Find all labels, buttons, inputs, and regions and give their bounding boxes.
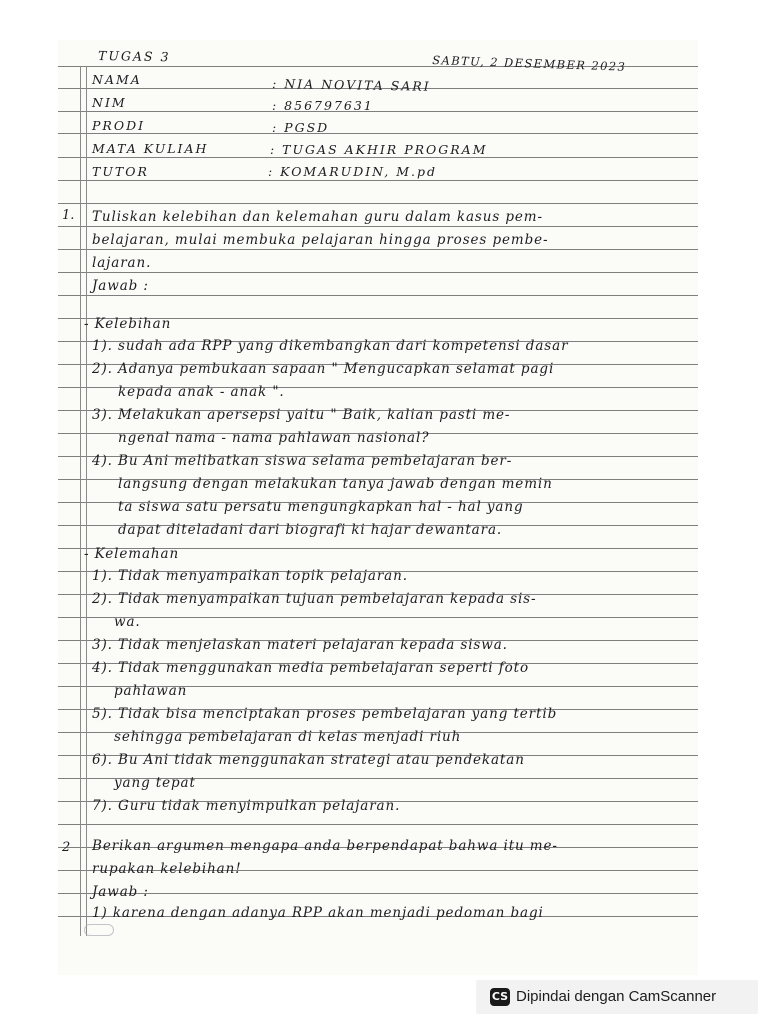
strength-line: 1). sudah ada RPP yang dikembangkan dari kompetensi dasar xyxy=(92,338,569,354)
weakness-line: 1). Tidak menyampaikan topik pelajaran. xyxy=(92,568,408,584)
identity-value-prodi: : PGSD xyxy=(272,120,330,135)
strength-line: langsung dengan melakukan tanya jawab dengan memin xyxy=(118,476,553,492)
question-1-line: belajaran, mulai membuka pelajaran hingga proses pembe- xyxy=(92,232,549,248)
answer-line: 1) karena dengan adanya RPP akan menjadi pedoman bagi xyxy=(92,905,544,921)
identity-label-nim: NIM xyxy=(92,95,127,110)
strength-line: ta siswa satu persatu mengungkapkan hal - hal yang xyxy=(118,499,524,515)
ruled-line xyxy=(58,249,698,250)
question-2-line: rupakan kelebihan! xyxy=(92,861,242,877)
weaknesses-heading: - Kelemahan xyxy=(84,546,180,562)
answer-label: Jawab : xyxy=(92,278,149,294)
ruled-line xyxy=(58,617,698,618)
ruled-line xyxy=(58,180,698,181)
strength-line: 3). Melakukan apersepsi yaitu " Baik, kalian pasti me- xyxy=(92,407,511,423)
ruled-line xyxy=(58,157,698,158)
margin-line xyxy=(86,66,87,936)
ruled-line xyxy=(58,133,698,134)
weakness-line: 6). Bu Ani tidak menggunakan strategi atau pendekatan xyxy=(92,752,525,768)
strength-line: 4). Bu Ani melibatkan siswa selama pembelajaran ber- xyxy=(92,453,513,469)
camscanner-logo-icon: CS xyxy=(490,988,510,1006)
ruled-line xyxy=(58,824,698,825)
scanner-watermark xyxy=(476,980,758,1014)
question-1-number: 1. xyxy=(62,208,75,223)
weakness-line: 5). Tidak bisa menciptakan proses pembelajaran yang tertib xyxy=(92,706,558,722)
ruled-line xyxy=(58,295,698,296)
identity-value-tutor: : KOMARUDIN, M.pd xyxy=(268,164,438,179)
question-1-line: Tuliskan kelebihan dan kelemahan guru dalam kasus pem- xyxy=(92,209,543,225)
ruled-line xyxy=(58,893,698,894)
strengths-heading: - Kelebihan xyxy=(84,316,172,332)
identity-label-tutor: TUTOR xyxy=(92,164,149,179)
weakness-line: 4). Tidak menggunakan media pembelajaran seperti foto xyxy=(92,660,529,676)
weakness-line: yang tepat xyxy=(114,775,196,791)
strength-line: 2). Adanya pembukaan sapaan " Mengucapkan selamat pagi xyxy=(92,361,555,377)
weakness-line: sehingga pembelajaran di kelas menjadi riuh xyxy=(114,729,462,745)
ruled-line xyxy=(58,203,698,204)
question-1-line: lajaran. xyxy=(92,255,152,271)
assignment-title: TUGAS 3 xyxy=(98,48,171,65)
weakness-line: 3). Tidak menjelaskan materi pelajaran kepada siswa. xyxy=(92,637,508,653)
identity-label-prodi: PRODI xyxy=(92,118,146,133)
weakness-line: wa. xyxy=(114,614,141,630)
answer-label: Jawab : xyxy=(92,884,149,900)
ruled-line xyxy=(58,111,698,112)
weakness-line: pahlawan xyxy=(114,683,188,699)
ruled-line xyxy=(58,226,698,227)
weakness-line: 2). Tidak menyampaikan tujuan pembelajaran kepada sis- xyxy=(92,591,537,607)
margin-line xyxy=(80,66,81,936)
identity-value-nim: : 856797631 xyxy=(272,98,374,113)
assignment-date: SABTU, 2 DESEMBER 2023 xyxy=(432,53,627,74)
identity-label-mata-kuliah: MATA KULIAH xyxy=(92,141,209,156)
scanner-text: Dipindai dengan CamScanner xyxy=(516,988,717,1005)
question-2-line: Berikan argumen mengapa anda berpendapat bahwa itu me- xyxy=(92,838,558,854)
ruled-line xyxy=(58,272,698,273)
page-stamp xyxy=(84,924,114,936)
strength-line: kepada anak - anak ". xyxy=(118,384,285,400)
identity-value-nama: : NIA NOVITA SARI xyxy=(272,76,431,94)
strength-line: dapat diteladani dari biografi ki hajar dewantara. xyxy=(118,522,503,538)
question-2-number: 2 xyxy=(62,840,71,855)
strength-line: ngenal nama - nama pahlawan nasional? xyxy=(118,430,430,446)
identity-value-mata-kuliah: : TUGAS AKHIR PROGRAM xyxy=(270,142,488,157)
weakness-line: 7). Guru tidak menyimpulkan pelajaran. xyxy=(92,798,401,814)
identity-label-nama: NAMA xyxy=(92,72,142,87)
